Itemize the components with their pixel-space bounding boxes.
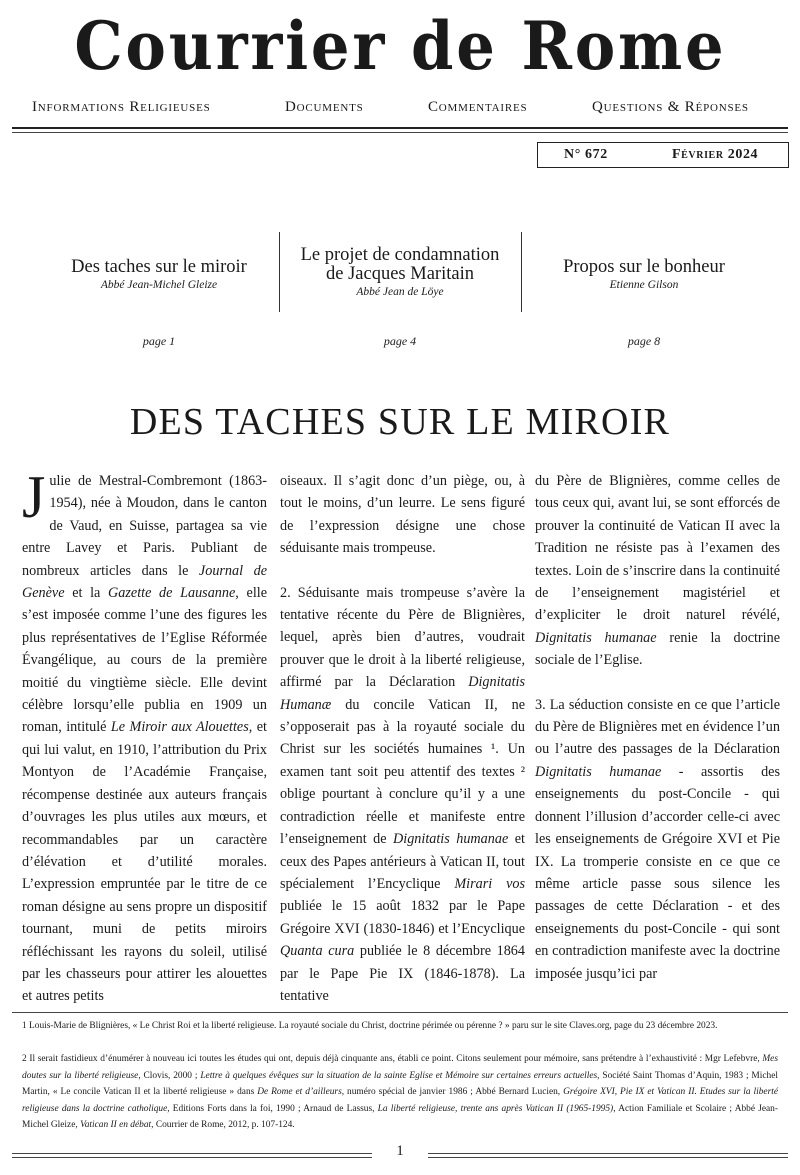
text-run: ulie de Mestral-Combremont (1863-1954), née à Moudon, dans le canton de Vaud, en Suisse, partagea sa vie entre Lavey et Paris. Publiant de nombreux articles dans le bbox=[22, 473, 267, 579]
footer-rule-left bbox=[12, 1153, 372, 1154]
text-run: 2. Séduisante mais trompeuse s’avère la tentative récente du Père de Blignières, lequel, après bien d’autres, voudrait prouver que le droit à la liberté religieuse, affirmé par la Déclaration bbox=[280, 584, 525, 691]
page-number: 1 bbox=[396, 1143, 404, 1159]
toc-author: Abbé Jean-Michel Gleize bbox=[100, 279, 218, 291]
text-run: 2 Il serait fastidieux d’énumérer à nouveau ici toutes les études qui ont, depuis déjà cinquante ans, établi ce point. Citons seulement pour mémoire, sans prétendre à l’exhaustivité : Mgr Lefebvre, bbox=[22, 1054, 763, 1064]
article-title: DES TACHES SUR LE MIROIR bbox=[129, 401, 671, 443]
text-run: et la bbox=[64, 585, 109, 602]
footnote-2 bbox=[22, 1051, 778, 1134]
italic-run: Vatican II en débat bbox=[80, 1120, 152, 1130]
paragraph bbox=[535, 694, 780, 985]
italic-run: Mes doutes sur la liberté religieuse bbox=[22, 1054, 778, 1081]
text-run: renie la doctrine sociale de l’Eglise. bbox=[535, 629, 780, 669]
paragraph: oiseaux. Il s’agit donc d’un piège, ou, à tout le moins, d’un leurre. Le sens figuré de l’expression désigne une chose séduisante mais trompeuse. bbox=[280, 473, 525, 557]
section-commentaires: Commentaires bbox=[428, 99, 528, 115]
toc-page: page 4 bbox=[383, 334, 417, 348]
footer-rule-left bbox=[12, 1157, 372, 1158]
text-run: du Père de Blignières, comme celles de tous ceux qui, avant lui, se sont efforcés de prouver la continuité de Vatican II avec la Tradition ne résiste pas à l’examen des textes. Loin de s’inscrire dans la continuité de l’enseignement magistériel et d’expliciter le droit naturel révélé, bbox=[535, 473, 780, 624]
issue-number: N° 672 bbox=[564, 147, 608, 162]
toc-entry-2[interactable] bbox=[280, 245, 520, 348]
italic-run: La liberté religieuse, trente ans après Vatican II (1965-1995) bbox=[377, 1103, 614, 1114]
italic-run: Dignitatis humanae bbox=[535, 763, 662, 780]
italic-run: Dignitatis Humanæ bbox=[280, 674, 525, 713]
toc-title: Propos sur le bonheur bbox=[563, 257, 725, 277]
section-informations-religieuses: Informations Religieuses bbox=[32, 99, 211, 115]
italic-run: Lettre à quelques évêques sur la situation de la sainte Eglise et Mémoire sur certaines erreurs actuelles bbox=[200, 1070, 598, 1081]
masthead-title: Courrier de Rome bbox=[73, 7, 727, 85]
footer-rule-right bbox=[428, 1157, 788, 1158]
text-run: 3. La séduction consiste en ce que l’article du Père de Blignières met en évidence l’un ou l’autre des passages de la Déclaration bbox=[535, 696, 780, 758]
italic-run: Gazette de Lausanne bbox=[108, 585, 236, 602]
paragraph bbox=[535, 470, 780, 672]
text-run: publiée le 15 août 1832 par le Pape Grégoire XVI (1830-1846) et l’Encyclique bbox=[280, 898, 525, 937]
text-run: , et qui lui valut, en 1910, l’attribution du Prix Montyon de l’Académie Française, récompense destinée aux auteurs français d’ouvrages les plus utiles aux mœurs, et recommandables par un caractère d’élévation et d’utilité morales. L’expression empruntée par le titre de ce roman désigne au sens propre un dispositif tournant, muni de petits miroirs réfléchissant les rayons du soleil, utilisé par les chasseurs pour attirer les alouettes et autres petits bbox=[22, 719, 267, 1005]
text-run: - assortis des enseignements du post-Concile - qui donnent l’illusion d’accorder celle-ci avec les enseignements de Grégoire XVI et Pie IX. La tromperie consiste en ce que ce même article passe sous silence les passages de cette Déclaration - et des enseignements du post-Concile - qui sont en contradiction manifeste avec la doctrine imposée jusqu’ici par bbox=[535, 763, 780, 982]
text-run: , Clovis, 2000 ; bbox=[138, 1070, 201, 1081]
footnote-rule bbox=[12, 1012, 788, 1013]
text-run: du concile Vatican II, ne s’opposerait pas à la royauté sociale du Christ sur les sociétés humaines ¹. Un examen tant soit peu attentif des textes ² oblige pourtant à conclure qu’il y a une contradiction réelle et manifeste entre l’enseignement de bbox=[280, 696, 525, 848]
toc-page: page 8 bbox=[627, 334, 661, 348]
header-rule-thin bbox=[12, 132, 788, 133]
text-run: , Courrier de Rome, 2012, p. 107-124. bbox=[151, 1120, 295, 1130]
toc-author: Abbé Jean de Löye bbox=[356, 286, 444, 298]
text-run: , Société Saint Thomas d’Aquin, 1983 ; Michel Martin, « Le concile Vatican II et la liberté religieuse » dans bbox=[22, 1070, 778, 1097]
header-rule-thick bbox=[12, 127, 788, 129]
italic-run: Quanta cura bbox=[280, 943, 355, 960]
masthead bbox=[0, 0, 800, 92]
italic-run: Journal de Genève bbox=[22, 562, 267, 602]
italic-run: Dignitatis humanae bbox=[393, 831, 509, 848]
italic-run: Mirari vos bbox=[454, 875, 525, 892]
article-column-1 bbox=[22, 464, 267, 1030]
italic-run: Le Miroir aux Alouettes bbox=[110, 719, 249, 736]
issue-box bbox=[537, 142, 789, 168]
issue-date: Février 2024 bbox=[672, 147, 759, 162]
section-questions-reponses: Questions & Réponses bbox=[592, 99, 749, 115]
footnote-1: 1 Louis-Marie de Blignières, « Le Christ Roi et la liberté religieuse. La royauté sociale du Christ, doctrine périmée ou pérenne ? » paru sur le site Claves.org, page du 23 décembre 2023. bbox=[22, 1021, 718, 1031]
paragraph bbox=[22, 464, 267, 1008]
toc-entry-3[interactable] bbox=[522, 257, 766, 348]
toc-author: Etienne Gilson bbox=[609, 279, 679, 291]
italic-run: Dignitatis humanae bbox=[535, 629, 657, 646]
toc-entry-1[interactable] bbox=[38, 257, 280, 348]
article-column-2 bbox=[280, 470, 525, 1029]
text-run: et ceux des Papes antérieurs à Vatican II, tout spécialement l’Encyclique bbox=[280, 831, 525, 892]
drop-cap: J bbox=[22, 464, 46, 530]
italic-run: De Rome et d’ailleurs bbox=[257, 1087, 342, 1097]
article-column-3 bbox=[535, 470, 780, 1007]
text-run: , elle s’est imposée comme l’une des figures les plus représentatives de l’Eglise Réformée Évangélique, au cours de la première moitié du vingtième siècle. Elle devint célèbre lorsqu’elle publia en 1909 un roman, intitulé bbox=[22, 585, 267, 736]
section-nav bbox=[0, 99, 800, 123]
toc-title-line2: de Jacques Maritain bbox=[326, 264, 474, 284]
toc-page: page 1 bbox=[142, 334, 176, 348]
text-run: , numéro spécial de janvier 1986 ; Abbé Bernard Lucien, bbox=[341, 1087, 564, 1097]
paragraph bbox=[280, 582, 525, 1008]
footer-rule-right bbox=[428, 1153, 788, 1154]
text-run: , Editions Forts dans la foi, 1990 ; Arnaud de Lassus, bbox=[167, 1103, 378, 1114]
toc-title: Des taches sur le miroir bbox=[71, 257, 247, 277]
text-run: publiée le 8 décembre 1864 par le Pape Pie IX (1846-1878). La tentative bbox=[280, 943, 525, 1004]
section-documents: Documents bbox=[285, 99, 364, 115]
italic-run: Grégoire XVI, Pie IX et Vatican II. Etudes sur la liberté religieuse dans la doctrine catholique bbox=[22, 1087, 778, 1114]
text-run: , Action Familiale et Scolaire ; Abbé Jean-Michel Gleize, bbox=[22, 1103, 778, 1130]
toc-title-line1: Le projet de condamnation bbox=[300, 245, 500, 265]
